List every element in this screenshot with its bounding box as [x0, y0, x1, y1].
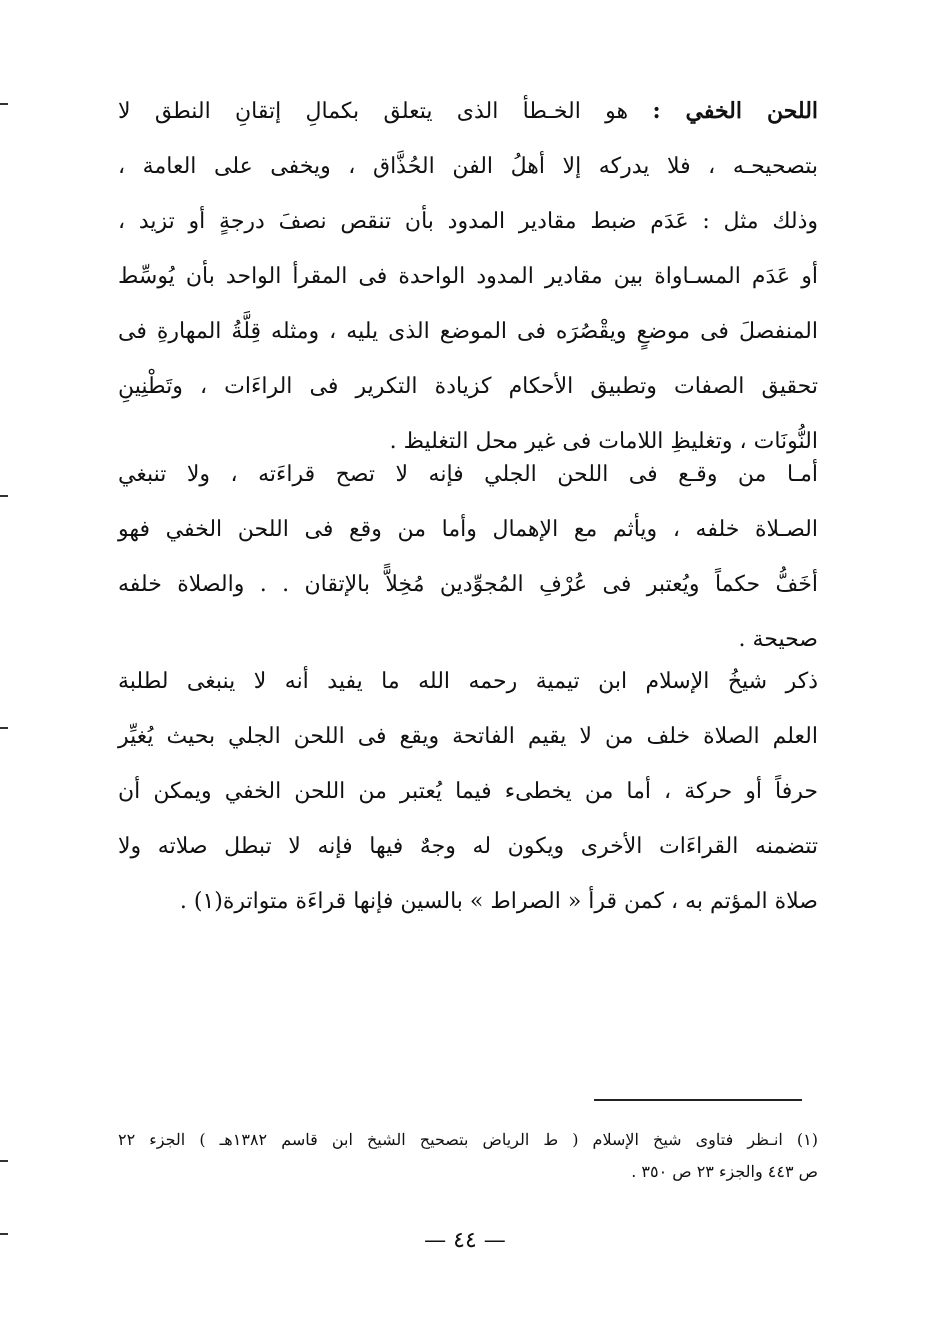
paragraph-ibn-taymiyyah — [118, 654, 818, 929]
text-line: النُّونَات ، وتغليظِ اللامات فى غير محل التغليظ . — [389, 429, 818, 454]
text-line: ذكر شيخُ الإسلام ابن تيمية رحمه الله ما يفيد أنه لا ينبغى لطلبة — [118, 669, 818, 694]
term-heading: اللحن الخفي : — [652, 98, 819, 124]
text-line: وذلك مثل : عَدَم ضبط مقادير المدود بأن تنقص نصفَ درجةٍ أو تزيد ، — [118, 209, 818, 234]
margin-mark — [0, 1233, 8, 1235]
text-line: أخَفُّ حكماً ويُعتبر فى عُرْفِ المُجوِّدين مُخِلاًّ بالإتقان . . والصلاة خلفه — [118, 572, 818, 597]
text-line — [118, 84, 818, 139]
text-line: الصـلاة خلفه ، ويأثم مع الإهمال وأما من وقع فى اللحن الخفي فهو — [118, 517, 818, 542]
text-fragment: هو الخـطأ الذى يتعلق بكمالِ إتقانِ النطق لا — [118, 99, 653, 124]
text-line: العلم الصلاة خلف من لا يقيم الفاتحة ويقع فى اللحن الجلي بحيث يُغيِّر — [118, 724, 818, 749]
paragraph-ruling — [118, 447, 818, 667]
text-line: تحقيق الصفات وتطبيق الأحكام كزيادة التكرير فى الراءَات ، وتَطْنِينِ — [118, 374, 818, 399]
text-line: أو عَدَم المسـاواة بين مقادير المدود الواحدة فى المقرأ الواحد بأن يُوسِّط — [118, 264, 818, 289]
text-line: المنفصلَ فى موضعٍ ويقْصُرَه فى الموضع الذى يليه ، ومثله قِلَّةُ المهارةِ فى — [118, 319, 818, 344]
margin-mark — [0, 495, 8, 497]
margin-mark — [0, 103, 8, 105]
text-line: صلاة المؤتم به ، كمن قرأ « الصراط » بالسين فإنها قراءَة متواترة(١) . — [179, 889, 818, 914]
text-line: بتصحيحـه ، فلا يدركه إلا أهلُ الفن الحُذَّاق ، ويخفى على العامة ، — [118, 154, 818, 179]
text-line: صحيحة . — [738, 627, 818, 652]
paragraph-hidden-error — [118, 84, 818, 469]
footnote-divider — [594, 1099, 802, 1101]
text-line: تتضمنه القراءَات الأخرى ويكون له وجهٌ فيها فإنه لا تبطل صلاته ولا — [118, 834, 818, 859]
footnote — [118, 1124, 818, 1188]
footnote-line: ص ٤٤٣ والجزء ٢٣ ص ٣٥٠ . — [631, 1162, 818, 1181]
text-line: أمـا من وقـع فى اللحن الجلي فإنه لا تصح قراءَته ، ولا تنبغي — [118, 462, 818, 487]
page-number: — ٤٤ — — [424, 1228, 506, 1253]
text-line: حرفاً أو حركة ، أما من يخطىء فيما يُعتبر من اللحن الخفي ويمكن أن — [118, 779, 818, 804]
footnote-line: (١) انـظر فتاوى شيخ الإسلام ( ط الرياض بتصحيح الشيخ ابن قاسم ١٣٨٢هـ ) الجزء ٢٢ — [118, 1130, 819, 1149]
margin-mark — [0, 727, 8, 729]
margin-mark — [0, 1160, 8, 1162]
